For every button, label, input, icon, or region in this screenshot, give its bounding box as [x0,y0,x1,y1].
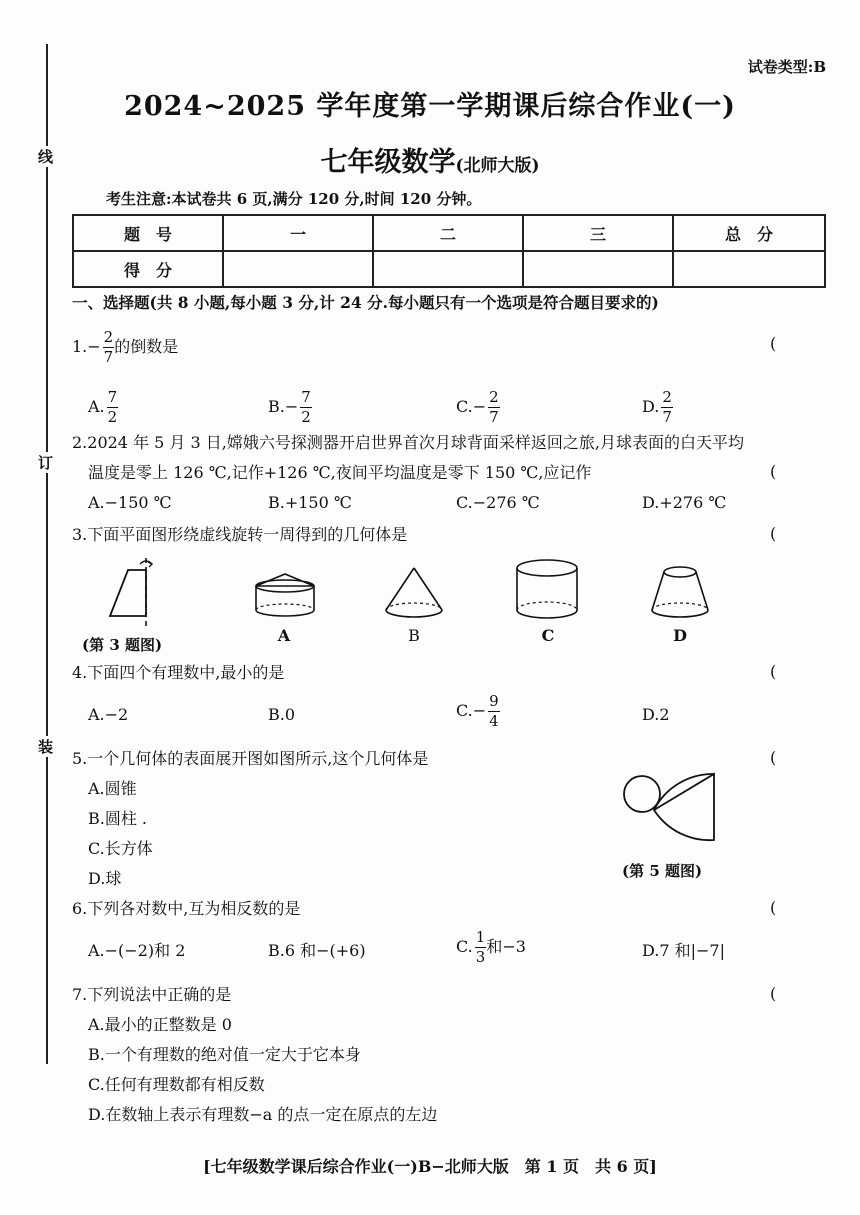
page-footer: [七年级数学课后综合作业(一)B−北师大版 第 1 页 共 6 页] [203,1157,657,1176]
option-b[interactable] [268,390,312,425]
score-cell[interactable] [673,251,825,287]
question-6: 6.下列各对数中,互为相反数的是 [72,899,301,918]
option-label: C. [456,937,473,956]
option-label: D. [642,397,660,416]
score-header-cell: 总 分 [673,215,825,251]
numerator: 2 [489,388,499,406]
option-b[interactable]: B.一个有理数的绝对值一定大于它本身 [88,1045,361,1064]
option-c[interactable]: C.长方体 [88,839,153,858]
answer-bracket[interactable]: ( [770,662,777,681]
option-d[interactable]: D.2 [642,705,670,724]
q3-option-a-shape[interactable] [250,570,320,620]
fraction [488,694,500,729]
numerator: 7 [107,388,118,406]
paper-type: 试卷类型:B [747,58,826,76]
score-header-cell: 二 [373,215,523,251]
option-c[interactable]: C.−276 ℃ [456,493,540,512]
score-header-cell: 题 号 [73,215,223,251]
score-table-header-row [73,215,825,251]
score-table [72,214,826,288]
fraction [107,390,119,425]
score-cell[interactable] [373,251,523,287]
option-b[interactable]: B.+150 ℃ [268,493,352,512]
option-c[interactable] [456,390,500,425]
numerator: 2 [662,388,672,406]
question-2-line-2: 温度是零上 126 ℃,记作+126 ℃,夜间平均温度是零下 150 ℃,应记作 [88,463,592,482]
answer-bracket[interactable]: ( [770,984,777,1003]
question-number: 1. [72,337,88,356]
denominator: 3 [475,948,486,966]
numerator: 9 [489,692,499,710]
option-d[interactable]: D.7 和|−7| [642,941,725,960]
edition-label: (北师大版) [455,156,540,176]
question-7: 7.下列说法中正确的是 [72,985,232,1004]
score-table-row [73,251,825,287]
denominator: 2 [301,408,311,426]
question-4: 4.下面四个有理数中,最小的是 [72,663,285,682]
binding-label-line: 线 [38,148,54,166]
score-header-cell: 一 [223,215,373,251]
q5-cone-net-figure [620,770,720,854]
binding-line [46,44,48,1064]
question-2-line-1: 2.2024 年 5 月 3 日,嫦娥六号探测器开启世界首次月球背面采样返回之旅,月球表面的白天平均 [72,433,744,452]
q3-option-c-shape[interactable] [514,558,580,622]
option-a[interactable]: A.−(−2)和 2 [88,941,186,960]
option-b[interactable]: B.圆柱 . [88,809,148,828]
exam-notice: 考生注意:本试卷共 6 页,满分 120 分,时间 120 分钟。 [106,190,482,208]
question-text: 的倒数是 [114,337,179,356]
option-c[interactable]: C.任何有理数都有相反数 [88,1075,265,1094]
answer-bracket[interactable]: ( [770,748,777,767]
option-a[interactable]: A.圆锥 [88,779,137,798]
denominator: 7 [103,348,114,366]
fraction [488,390,500,425]
page-title: 2024~2025 学年度第一学期课后综合作业(一) [124,91,736,122]
score-cell[interactable] [523,251,673,287]
denominator: 7 [662,408,672,426]
numerator: 1 [475,928,486,946]
option-d[interactable]: D.在数轴上表示有理数−a 的点一定在原点的左边 [88,1105,438,1124]
question-3: 3.下面平面图形绕虚线旋转一周得到的几何体是 [72,525,408,544]
q3-option-c-label: C [541,626,555,645]
option-a[interactable] [88,390,118,425]
q3-option-b-label: B [408,626,420,645]
option-a[interactable]: A.最小的正整数是 0 [88,1015,232,1034]
answer-bracket[interactable]: ( [770,898,777,917]
score-cell[interactable] [223,251,373,287]
denominator: 7 [489,408,499,426]
q3-trapezoid-figure [100,556,170,626]
answer-bracket[interactable]: ( [770,462,777,481]
binding-label-staple: 订 [38,454,54,472]
option-c[interactable] [456,694,500,729]
fraction [300,390,312,425]
question-1 [72,330,178,365]
option-d[interactable]: D.球 [88,869,122,888]
subject-title: 七年级数学 [320,147,456,178]
option-c[interactable] [456,930,526,965]
page-subtitle [0,140,860,179]
sign: − [472,397,487,416]
option-a[interactable]: A.−150 ℃ [88,493,172,512]
option-label: C. [456,701,473,720]
q3-option-b-shape[interactable] [382,566,446,622]
numerator: 2 [103,328,114,346]
question-5: 5.一个几何体的表面展开图如图所示,这个几何体是 [72,749,429,768]
option-b[interactable]: B.6 和−(+6) [268,941,366,960]
section-title: 一、选择题(共 8 小题,每小题 3 分,计 24 分.每小题只有一个选项是符合题目要求的) [72,293,659,312]
denominator: 2 [107,408,118,426]
fraction [661,390,673,425]
q3-option-d-label: D [673,626,687,645]
score-row-label: 得 分 [73,251,223,287]
option-text: 和−3 [486,937,526,956]
sign: − [472,701,487,720]
q3-option-a-label: A [277,626,291,645]
q3-option-d-shape[interactable] [648,562,712,622]
binding-label-bind: 装 [38,738,54,756]
option-d[interactable]: D.+276 ℃ [642,493,727,512]
score-header-cell: 三 [523,215,673,251]
numerator: 7 [301,388,311,406]
sign: − [87,337,101,356]
sign: − [284,397,299,416]
option-label: B. [268,397,285,416]
denominator: 4 [489,712,499,730]
fraction [103,330,115,365]
option-label: C. [456,397,473,416]
fraction [475,930,487,965]
option-b[interactable]: B.0 [268,705,296,724]
answer-bracket[interactable]: ( [770,334,777,353]
q3-figure-caption: (第 3 题图) [82,636,163,654]
q5-figure-caption: (第 5 题图) [622,862,703,880]
option-d[interactable] [642,390,673,425]
option-label: A. [88,397,105,416]
answer-bracket[interactable]: ( [770,524,777,543]
option-a[interactable]: A.−2 [88,705,129,724]
